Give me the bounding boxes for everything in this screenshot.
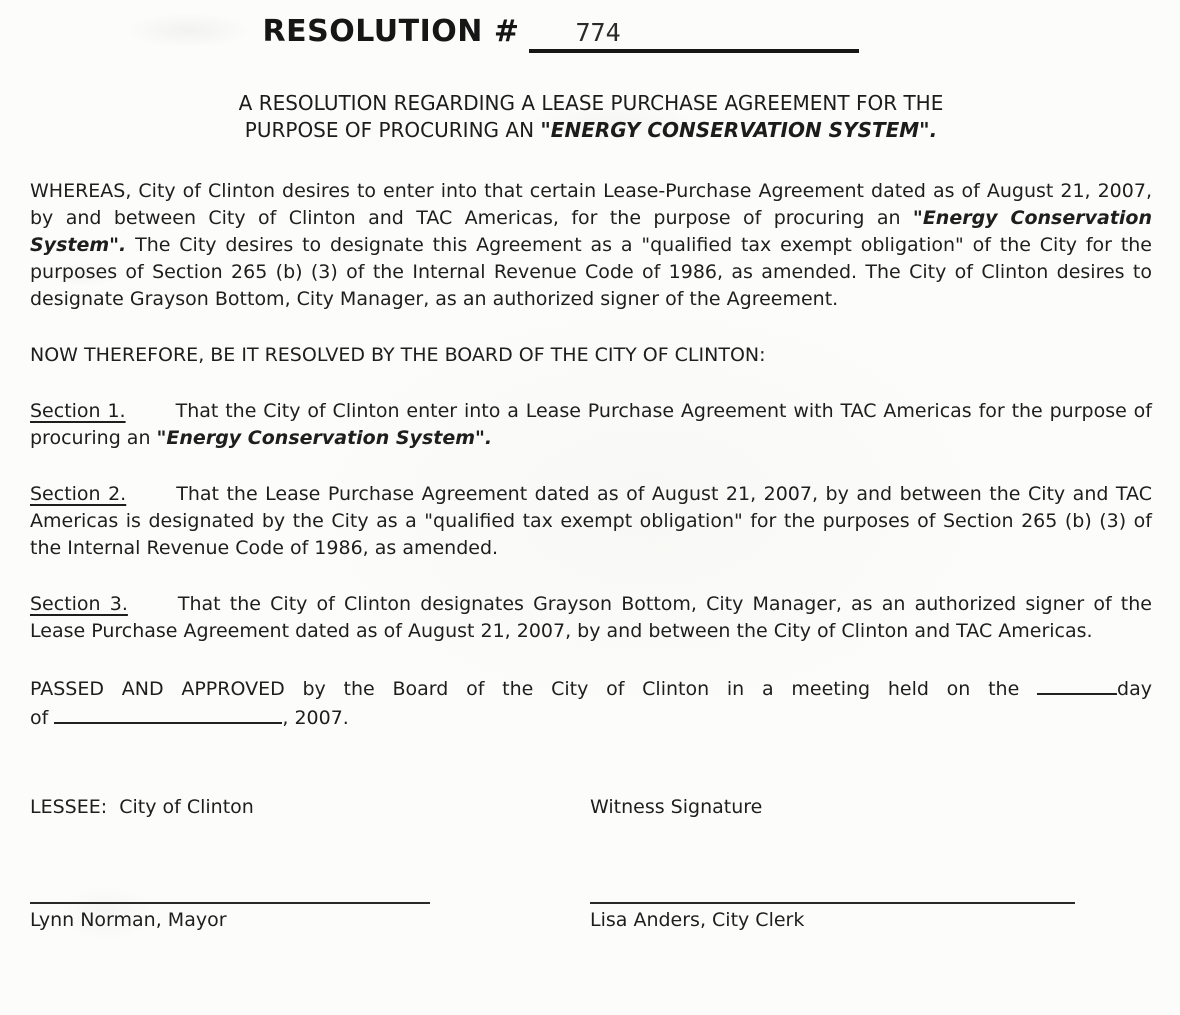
- section-3-label: Section 3.: [30, 593, 128, 615]
- document-title-row: [30, 14, 1092, 53]
- resolution-number: 774: [575, 18, 621, 47]
- section-2-paragraph: [30, 481, 1152, 562]
- section-2-text: That the Lease Purchase Agreement dated as of August 21, 2007, by and between the City and TAC Americas is designated by the City as a "qualified tax exempt obligation" for the purposes of Section 265 (b) (3) of the Internal Revenue Code of 1986, as amended.: [30, 483, 1152, 559]
- signature-names-row: [30, 904, 1152, 931]
- clerk-name: Lisa Anders, City Clerk: [590, 909, 805, 931]
- resolved-clause: NOW THEREFORE, BE IT RESOLVED BY THE BOARD OF THE CITY OF CLINTON:: [30, 344, 766, 366]
- section-1-text: That the City of Clinton enter into a Lease Purchase Agreement with TAC Americas for the purpose of procuring an: [30, 400, 1152, 449]
- passed-approved-text: PASSED AND APPROVED by the Board of the City of Clinton in a meeting held on the: [30, 678, 1020, 700]
- subtitle-line-2-emphasis: "ENERGY CONSERVATION SYSTEM".: [540, 118, 938, 142]
- section-2-label: Section 2.: [30, 483, 127, 505]
- mayor-name: Lynn Norman, Mayor: [30, 909, 227, 931]
- whereas-emphasis: "Energy Conservation System".: [30, 207, 1152, 256]
- signature-labels-row: [30, 796, 1152, 818]
- day-word: day: [1117, 678, 1152, 700]
- passed-approved-clause: [30, 674, 1152, 732]
- section-3-paragraph: [30, 591, 1152, 645]
- passed-approved-line-2: [30, 703, 1152, 732]
- day-blank-line: [1037, 674, 1117, 695]
- section-3-text: That the City of Clinton designates Grayson Bottom, City Manager, as an authorized signer of the Lease Purchase Agreement dated as of August 21, 2007, by and between the City of Clinton and TAC Americas.: [30, 593, 1152, 642]
- whereas-text-pre: WHEREAS, City of Clinton desires to enter into that certain Lease-Purchase Agreement dated as of August 21, 2007, by and between City of Clinton and TAC Americas, for the purpose of procuring an: [30, 180, 1152, 229]
- month-blank-line: [54, 703, 282, 724]
- whereas-text-post: The City desires to designate this Agreement as a "qualified tax exempt obligation" of the City for the purposes of Section 265 (b) (3) of the Internal Revenue Code of 1986, as amended. The City of Clinton desires to designate Grayson Bottom, City Manager, as an authorized signer of the Agreement.: [30, 234, 1152, 310]
- subtitle-line-2: [30, 117, 1152, 144]
- section-1-paragraph: [30, 398, 1152, 452]
- lessee-label: LESSEE: City of Clinton: [30, 796, 254, 818]
- section-1-label: Section 1.: [30, 400, 126, 422]
- document-subtitle: [30, 90, 1152, 144]
- subtitle-line-1: A RESOLUTION REGARDING A LEASE PURCHASE AGREEMENT FOR THE: [238, 91, 944, 115]
- passed-approved-line-1: [30, 674, 1152, 703]
- witness-signature-label: Witness Signature: [590, 796, 763, 818]
- whereas-paragraph: [30, 178, 1152, 313]
- section-1-emphasis: "Energy Conservation System".: [156, 427, 493, 449]
- subtitle-line-2-text: PURPOSE OF PROCURING AN: [244, 118, 541, 142]
- year-text: , 2007.: [282, 707, 349, 729]
- signature-block: [30, 796, 1152, 931]
- title-label: RESOLUTION #: [262, 14, 520, 49]
- resolution-number-line: [529, 18, 859, 53]
- of-word: of: [30, 707, 49, 729]
